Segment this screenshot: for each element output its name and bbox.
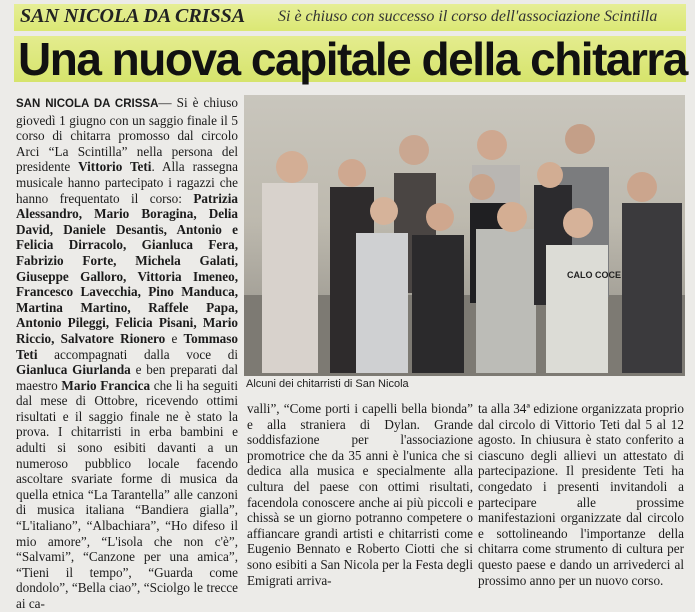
headline: Una nuova capitale della chitarra (18, 33, 687, 85)
student-names: Patrizia Alessandro, Mario Boragina, Delia David, Daniele Desantis, Antonio e Felicia Dirracolo, Gianluca Fera, Fabrizio Forte, Michela Galati, Giuseppe Galloro, Vittoria Imeneo, Francesco Lavecchia, Pino Manduca, Martina Martino, Raffele Papa, Antonio Pileggi, Felicia Pisani, Mario Riccio, Salvatore Rionero (16, 190, 238, 346)
column-3-text: ta alla 34ª edizione organizzata proprio dal circolo di Vittorio Teti dal 5 al 12 agosto. In chiusura è stato conferito a ciascuno degli allievi un attestato di partecipazione. Il presidente Teti ha congedato i presenti invitandoli a partecipare alle prossime manifestazioni organizzate dal circolo e sottolineando l'importanze della chitarra come strumento di cultura per questo paese e dando un arrivederci al prossimo anno per un nuovo corso. (478, 401, 684, 588)
photo-caption: Alcuni dei chitarristi di San Nicola (246, 378, 409, 390)
singer-name: Gianluca Giurlanda (16, 362, 131, 378)
sweater-text: CALO COCE (567, 270, 621, 280)
student-name-last: Tommaso Teti (16, 330, 238, 362)
column-1-text: SAN NICOLA DA CRISSA— Si è chiuso giovedì 1 giugno con un saggio finale il 5 corso di chitarra promosso dal circolo Arci “La Scintilla” nella persona del presidente Vittorio Teti. Alla rassegna musicale hanno partecipato i ragazzi che hanno frequentato il corso: Patrizia Alessandro, Mario Boragina, Delia David, Daniele Desantis, Antonio e Felicia Dirracolo, Gianluca Fera, Fabrizio Forte, Michela Galati, Giuseppe Galloro, Vittoria Imeneo, Francesco Lavecchia, Pino Manduca, Martina Martino, Raffele Papa, Antonio Pileggi, Felicia Pisani, Mario Riccio, Salvatore Rionero e Tommaso Teti accompagnati dalla voce di Gianluca Giurlanda e ben preparati dal maestro Mario Francica che li ha seguiti dal mese di Ottobre, ricevendo ottimi risultati e il saggio finale ne è stato la prova. I chitarristi in erba bambini e adulti si sono esibiti davanti a un numeroso pubblico locale facendo ascoltare svariate forme di musica da quella etnica “La Tarantella” alle canzoni di musica italiana “Bandiera gialla”, “L'italiano”, “Albachiara”, “Ho difeso il mio amore”, “L'isola che non c'è”, “Salvami”, “Canzone per una amica”, “Tieni il tempo”, “Guarda come dondolo”, “Bella ciao”, “Sciolgo le trecce ai ca- (16, 95, 238, 611)
article-column-3 (478, 401, 684, 588)
kicker-subtitle: Si è chiuso con successo il corso dell'associazione Scintilla (278, 8, 658, 25)
group-photo (244, 95, 685, 376)
kicker-place: SAN NICOLA DA CRISSA (20, 5, 246, 27)
teacher-name: Mario Francica (61, 377, 151, 393)
article-column-1 (16, 95, 238, 612)
column-2-text: valli”, “Come porti i capelli bella bionda” e alla straniera di Dylan. Grande soddisfazione per l'associazione promotrice che da 35 anni è l'unica che si dedica alla musica e specialmente alla cultura del paese con ottimi risultati, facendola conoscere anche ai più piccoli e chissà se un giorno potranno competere o affiancare grandi artisti e chitarristi come Eugenio Bennato e Roberto Ciotti che si sono esibiti a San Nicola per la Festa degli Emigrati arriva- (247, 401, 473, 588)
article-column-2 (247, 401, 473, 588)
president-name: Vittorio Teti (78, 159, 152, 175)
group-photo-illustration (244, 95, 685, 376)
dateline: SAN NICOLA DA CRISSA (16, 98, 159, 110)
